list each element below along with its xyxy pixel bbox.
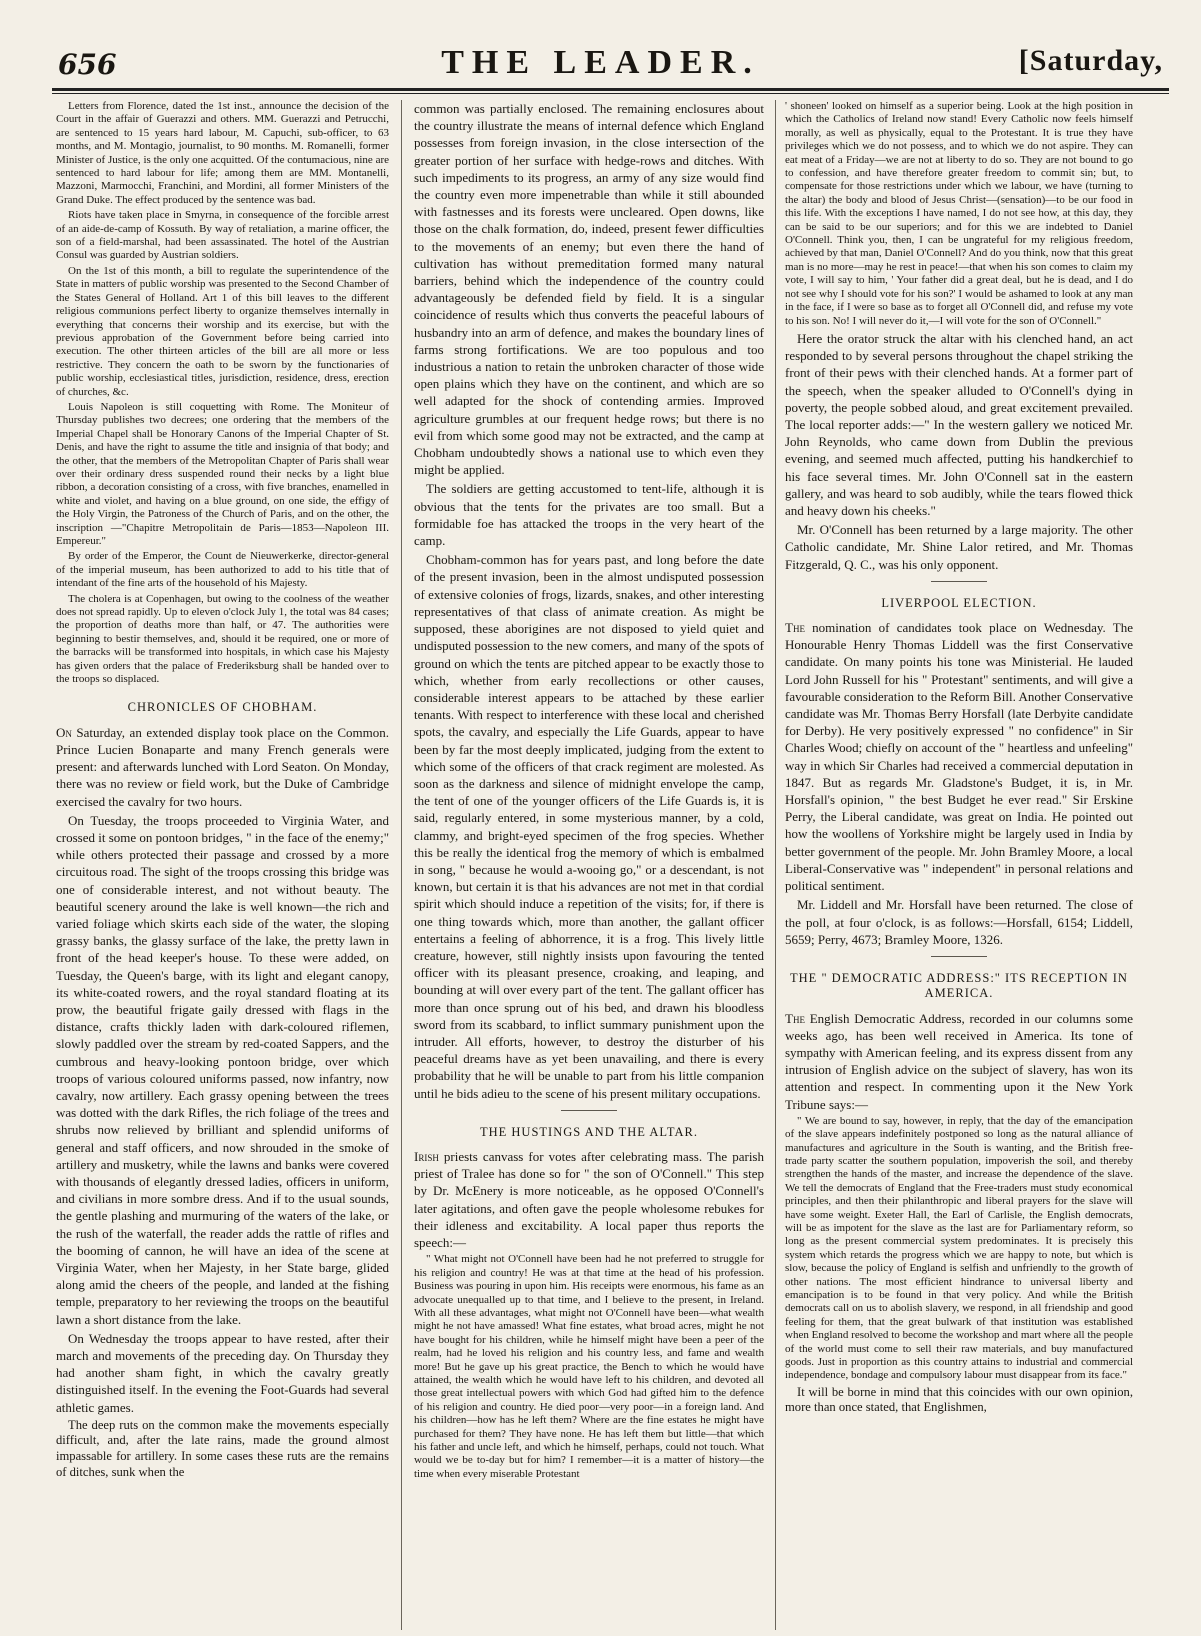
paragraph: It will be borne in mind that this coincides with our own opinion, more than once stated, that Englishmen, <box>785 1384 1133 1415</box>
lead-word: Irish <box>414 1149 439 1165</box>
lead-word: The <box>785 620 805 636</box>
paragraph: Mr. Liddell and Mr. Horsfall have been returned. The close of the poll, at four o'clock, is as follows:—Horsfall, 6154; Liddell, 5659; Perry, 4673; Bramley Moore, 1326. <box>785 897 1133 947</box>
column-1 <box>56 100 389 1630</box>
section-heading: LIVERPOOL ELECTION. <box>881 595 1037 610</box>
column-separator <box>401 100 402 1630</box>
paragraph: The cholera is at Copenhagen, but owing to the coolness of the weather does not spread rapidly. Up to eleven o'clock July 1, the total was 84 cases; the proportion of deaths more than half, or 47. The authorities were beginning to bestir themselves, and, should it be required, one or more of the barracks will be transformed into hospitals, in which case his Majesty has given orders that the palace of Frederiksburg shall be handed over to the troops so displaced. <box>56 592 389 686</box>
paragraph: By order of the Emperor, the Count de Nieuwerkerke, director-general of the imperial museum, has been authorized to add to his title that of intendant of the fine arts of the household of his Majesty. <box>56 550 389 590</box>
column-2 <box>414 100 764 1630</box>
paragraph: The soldiers are getting accustomed to tent-life, although it is obvious that the tents for the privates are too small. But a formidable foe has attacked the troops in the very heart of the camp. <box>414 481 764 549</box>
quoted-article: " We are bound to say, however, in reply, that the day of the emancipation of the slave appears indefinitely postponed so long as the natural alliance of manufactures and agriculture in the South is wanting, and the British free-trade party scatter the southern population, impoverish the soil, and thereby strengthen the hands of the master, and increase the dependence of the slave. We tell the democrats of England that the Free-traders must study economical principles, and then their philanthropic and liberal prayers for the slave will have some weight. Exeter Hall, the Earl of Carlisle, the English democrats, will be as impotent for the slave as the last are for Parliamentary reform, so long as the present commercial system predominates. It is precisely this system which retards the progress which we are happy to note, but which is slow, because the policy of England is selfish and unfriendly to the growth of other nations. The most efficient hindrance to universal liberty and emancipation is to be found in that very policy. And while the British democrats call on us to abolish slavery, we respond, in all friendship and good feeling for them, that the great bulwark of that institution was established when England resolved to become the workshop and mart where all the people of the world must come to sell their raw materials, and buy manufactured goods. Just in proportion as this country attains to industrial and commercial independence, bondage and compulsory labour must disappear from its face." <box>785 1114 1133 1382</box>
paragraph: On Wednesday the troops appear to have rested, after their march and movements of the preceding day. On Thursday they had another sham fight, in which the cavalry greatly distinguished itself. In the evening the Foot-Guards had several athletic games. <box>56 1330 389 1415</box>
divider <box>561 1110 617 1111</box>
quoted-speech: " What might not O'Connell have been had he not preferred to struggle for his religion and country! He was at that time at the head of his profession. Business was pouring in upon him. His receipts were enormous, his fame as an advocate unequalled up to that time, and I believe to the present, in Ireland. With all these advantages, what might not O'Connell have been—what wealth might he not have amassed! What fine estates, what broad acres, might he not have bought for his children, while he himself might have been a peer of the realm, had he loved his religion and his country less, and fame and wealth more! But he gave up his great practice, the Bench to which he would have attained, the wealth which he would have left to his children, and devoted all those great intellectual powers with which God had gifted him to the defence of his religion and country. He died poor—very poor—in a foreign land. And his children—how has he left them? Where are the fine estates he might have purchased for them? They have none. He has left them but little—that which his father and uncle left, and which he himself, perhaps, could not touch. What would we be to-day but for him? I remember—it is a matter of history—the time when every miserable Protestant <box>414 1253 764 1480</box>
lead-word: On <box>56 724 72 740</box>
paragraph <box>785 1010 1133 1113</box>
section-heading: CHRONICLES OF CHOBHAM. <box>127 700 318 715</box>
page-number: 656 <box>58 48 117 81</box>
lead-word: The <box>785 1010 805 1026</box>
paragraph: Letters from Florence, dated the 1st inst., announce the decision of the Court in the affair of Guerazzi and others. MM. Guerazzi and Petrucchi, are sentenced to 15 years hard labour, M. Capuchi, sub-officer, to 63 months, and M. Montagio, journalist, to 90 months. M. Romanelli, former Minister of Justice, is the only one acquitted. Of the contumacious, nine are sentenced to hard labour for life; among them are MM. Montanelli, Mazzoni, Marmocchi, Franchini, and Mordini, all former Ministers of the Grand Duke. The effect produced by the sentence was bad. <box>56 100 389 206</box>
paragraph: Riots have taken place in Smyrna, in consequence of the forcible arrest of an aide-de-camp of Kossuth. By way of retaliation, a marine officer, the son of a field-marshal, had been assassinated. The hotel of the Austrian Consul was guarded by Austrian soldiers. <box>56 209 389 262</box>
paragraph: On the 1st of this month, a bill to regulate the superintendence of the State in matters of public worship was presented to the Second Chamber of the States General of Holland. Art 1 of this bill leaves to the different religious communions perfect liberty to organize themselves internally in everything that concerns their worship and its exercise, but with the previous approbation of the Government before being carried into execution. The other thirteen articles of the bill are all more or less restrictive. They concern the oath to be sworn by the functionaries of public worship, ecclesiastical titles, jurisdiction, residence, dress, erection of churches, &c. <box>56 264 389 398</box>
paragraph: Louis Napoleon is still coquetting with Rome. The Moniteur of Thursday publishes two decrees; one ordering that the members of the Imperial Chapel shall be Honorary Canons of the Imperial Chapter of St. Denis, and have the right to assume the title and insignia of that body; and the other, that the members of the Metropolitan Chapter of Paris shall wear over their ordinary dress suspended round their necks by a light blue ribbon, a decoration consisting of a cross, with five branches, enamelled in white and violet, and having on a blue ground, on one side, the effigy of the Holy Virgin, the Patroness of the Church of Paris, and on the other, the inscription —"Chapitre Metropolitain de Paris—1853—Napoleon III. Empereur." <box>56 400 389 547</box>
paragraph: Mr. O'Connell has been returned by a large majority. The other Catholic candidate, Mr. Shine Lalor retired, and Mr. Thomas Fitzgerald, Q. C., was his only opponent. <box>785 522 1133 572</box>
issue-day: [Saturday, <box>1018 44 1163 77</box>
paragraph <box>785 619 1133 894</box>
header-rule-thin <box>52 93 1169 94</box>
section-heading: THE " DEMOCRATIC ADDRESS:" ITS RECEPTION IN AMERICA. <box>790 970 1128 1001</box>
paragraph: On Tuesday, the troops proceeded to Virginia Water, and crossed it some on pontoon bridges, " in the face of the enemy;" while others protected their passage and crossed by a more circuitous road. The sight of the troops crossing this bridge was one of considerable interest, and not without beauty. The beautiful scenery around the lake is well known—the rich and varied foliage which skirts each side of the water, the sloping grassy banks, the glassy surface of the lake, the pretty lawn in front of the head keeper's house. To these were added, on Tuesday, the Queen's barge, with its light and elegant canopy, its white-coated rowers, and the royal standard floating at its prow, the beautiful frigate gaily dressed with flags in the distance, crafts thickly laden with dark-coloured riflemen, slowly paddled over the stream by red-coated Sappers, and the cumbrous and heavy-looking pontoon bridge, over which troops of various coloured uniforms passed, now infantry, now cavalry, now artillery. Each grassy opening between the trees was dotted with the dark Rifles, the rich foliage of the trees and shrubs now relieved by brilliant and splendid uniforms of general and staff officers, and now shrouded in the smoke of artillery and musketry, while the lawns and banks were covered with thousands of elegantly dressed ladies, officers in uniform, and civilians in more sombre dress. And if to the usual sounds, the gentle plashing and murmuring of the waters of the lake, or the rush of the waterfall, the reader adds the rattle of rifles and the booming of cannon, he will have an idea of the scene at Virginia Water, when her Majesty, in her State barge, glided along amid the cheers of the people, and landed at the fishing temple, preparatory to her reviewing the troops on the beautiful lawn a short distance from the lake. <box>56 812 389 1327</box>
masthead-title: THE LEADER. <box>441 44 760 81</box>
quoted-speech: ' shoneen' looked on himself as a superior being. Look at the high position in which the Catholics of Ireland now stand! Every Catholic now feels himself morally, as well as physically, equal to the Protestant. It is true they have privileges which we do not possess, and to which we do not aspire. They can eat meat of a Friday—we are not at liberty to do so. They are not bound to go to confession, and have therefore greater freedom to commit sin; but, to compensate for those restrictions under which we labour, we have (turning to the altar) the body and blood of Jesus Christ—(sensation)—to be our food in this life. With the exceptions I have named, I do not see how, at this day, they can be said to be our superiors; and for this we are indebted to Daniel O'Connell. Think you, then, I can be ungrateful for my religious freedom, achieved by that man, Daniel O'Connell? And do you think, now that this great man is no more—may he rest in peace!—that when his son comes to claim my vote, I will say to him, ' Your father did a great deal, but he is dead, and I do not see why I should vote for his son?' I would be ashamed to look at any man in the face, if I were so base as to forget all O'Connell did, and refuse my vote to his son. No! I will never do it,—I will vote for the son of O'Connell." <box>785 100 1133 327</box>
header-rule-thick <box>52 88 1169 91</box>
paragraph-text: nomination of candidates took place on Wednesday. The Honourable Henry Thomas Liddell was the first Conservative candidate. On many points his tone was Ministerial. He lauded Lord John Russell for his " Protestant" sentiments, and will give a favourable consideration to the Reform Bill. Another Conservative candidate was Mr. Thomas Berry Horsfall (late Derbyite candidate for Derby). He very positively expressed " no confidence" in Sir Charles Wood; chiefly on account of the " heartless and unfeeling" way in which Sir Charles had received a commercial deputation in 1847. But as regards Mr. Gladstone's Budget, it is, in Mr. Horsfall's opinion, " the best Budget he ever read." Sir Erskine Perry, the Liberal candidate, was great on India. He pointed out how the woollens of Yorkshire might be largely used in India by better government of the people. Mr. John Bramley Moore, a local Liberal-Conservative was " independent" in personal relations and political sentiment. <box>785 620 1133 894</box>
paragraph <box>414 1148 764 1251</box>
page-header <box>0 0 1201 98</box>
column-3 <box>785 100 1133 1630</box>
section-heading: THE HUSTINGS AND THE ALTAR. <box>479 1124 699 1139</box>
divider <box>931 956 987 957</box>
paragraph: The deep ruts on the common make the movements especially difficult, and, after the late rains, made the ground almost impassable for artillery. In some cases these ruts are the remains of ditches, sunk when the <box>56 1417 389 1479</box>
paragraph: Chobham-common has for years past, and long before the date of the present invasion, been in the almost undisputed possession of extensive colonies of frogs, lizards, snakes, and other interesting representatives of that class of animate creation. As might be supposed, these aborigines are not disposed to yield quiet and undisputed possession to the new comers, and many of the spots of ground on which the tents are pitched appear to be exactly those to which, whether from early recollections or other causes, considerable interest appears to be attached by these earlier tenants. With respect to interference with these local and cherished spots, the cavalry, and especially the Life Guards, appear to have been by far the most deeply implicated, judging from the extent to which some of the officers of that crack regiment are molested. As soon as the darkness and silence of midnight envelope the camp, the tent of one of the younger officers of the Life Guards is, it is said, regularly entered, in some mysterious manner, by a cold, clammy, and bright-eyed specimen of the frog species. Whether this be really the identical frog the memory of which is embalmed in song, " because he would a-wooing go," or a descendant, is not known, but certain it is that his advances are not met in that cordial spirit which should induce a repetition of the visits; for, if there is one thing towards which, more than another, the gallant officer entertains a feeling of abhorrence, it is a frog. This lively little creature, however, still nightly insists upon favouring the tented officer with its pleasant presence, croaking, and leaping, and bounding at will over every part of the tent. The gallant officer has more than once sprung out of his bed, and drawn his bloodless sword from its scabbard, to inflict summary punishment upon the intruder. All efforts, however, to destroy the disturber of his peaceful dreams have as yet been unavailing, and there is every probability that he will be unable to part from his little companion until he bids adieu to the scene of his present military occupations. <box>414 552 764 1101</box>
paragraph: common was partially enclosed. The remaining enclosures about the country illustrate the means of internal defence which England possesses from foreign invasion, in the close intersection of the greater portion of her surface with hedge-rows and ditches. With such impediments to its progress, an army of any size would find the country even more impenetrable than while it still abounded with fastnesses and its forests were uncleared. Open downs, like those on the chalk formation, do, indeed, present fewer difficulties to the movements of an enemy; but even there the hand of cultivation has without premeditation formed many natural barriers, behind which the independence of the country could advantageously be defended field by field. It is a singular coincidence of results which thus converts the peaceful labours of husbandry into an arm of defence, and makes the boundary lines of farms strong fortifications. We are too populous and too industrious a nation to retain the unbroken character of those wide open plains which they have on the continent, and which are so well adapted for the shock of contending armies. Improved agriculture grumbles at our frequent hedge rows; but there is no evil from which some good may not be extracted, and the camp at Chobham undoubtedly shows a national use to which even they might be applied. <box>414 101 764 478</box>
paragraph-text: Saturday, an extended display took place on the Common. Prince Lucien Bonaparte and many French generals were present: and afterwards lunched with Lord Seaton. On Monday, there was no review or field work, but the Duke of Cambridge exercised the cavalry for two hours. <box>56 724 389 809</box>
divider <box>931 581 987 582</box>
paragraph <box>56 724 389 810</box>
paragraph: Here the orator struck the altar with his clenched hand, an act responded to by several persons throughout the chapel striking the front of their pews with their clenched hands. At a former part of the speech, when the speaker alluded to O'Connell's dying in poverty, the people sobbed aloud, and great excitement prevailed. The local reporter adds:—" In the western gallery we noticed Mr. John Reynolds, who came down from Dublin the previous evening, and seemed much affected, putting his handkerchief to his face several times. Mr. John O'Connell sat in the eastern gallery, and was heard to sob audibly, while the tears flowed thick and heavy down his cheeks." <box>785 330 1133 518</box>
column-separator <box>775 100 776 1630</box>
paragraph-text: English Democratic Address, recorded in our columns some weeks ago, has been well received in America. Its tone of sympathy with American feeling, and its express dissent from any intrusion of English advice on the subject of slavery, has won its attention and respect. In commenting upon it the New York Tribune says:— <box>785 1010 1133 1112</box>
paragraph-text: priests canvass for votes after celebrating mass. The parish priest of Tralee has done so for " the son of O'Connell." This step by Dr. McEnery is more noticeable, as he opposed O'Connell's later agitations, and often gave the people wholesome rebukes for their idleness and excitability. A local paper thus reports the speech:— <box>414 1149 764 1251</box>
